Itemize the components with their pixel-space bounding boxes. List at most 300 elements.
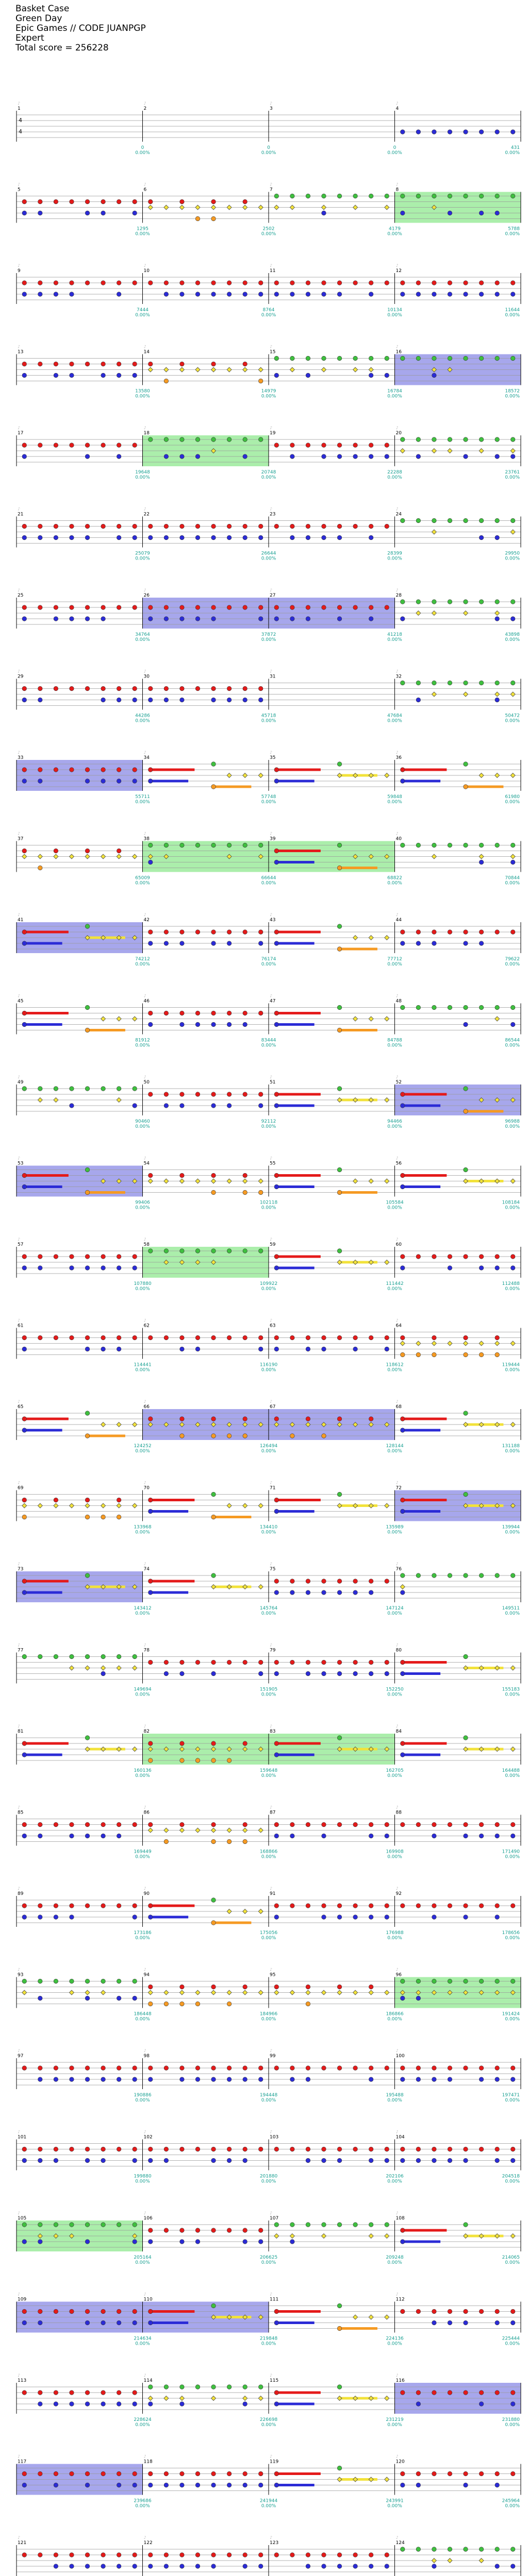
note-red (148, 281, 153, 285)
note-yellow (227, 1990, 232, 1995)
score-label: 25079 (135, 551, 150, 556)
note-green (495, 356, 500, 361)
note-blue (243, 2077, 248, 2082)
score-label: 186866 (386, 2011, 404, 2017)
note-red (164, 686, 169, 691)
score-label: 7444 (137, 308, 148, 313)
measure-number: 62 (143, 1323, 150, 1329)
note-red (70, 2309, 74, 2314)
note-green (510, 437, 515, 442)
note-red (322, 1822, 326, 1827)
note-red (195, 1660, 200, 1665)
note-green (448, 356, 452, 361)
measure-number: 97 (18, 2054, 24, 2059)
note-red (274, 930, 279, 935)
note-red (85, 1904, 90, 1908)
chart-row (16, 1968, 521, 2022)
note-blue (464, 454, 468, 459)
note-yellow (353, 2477, 358, 2482)
note-blue (337, 1915, 342, 1920)
score-label: 116190 (259, 1362, 278, 1368)
note-blue (369, 373, 373, 378)
section-marker: ♪ (270, 1642, 273, 1648)
note-blue (211, 941, 216, 946)
note-yellow (510, 1666, 515, 1670)
note-red (117, 605, 121, 610)
note-green (227, 1249, 232, 1253)
sustain-blue (24, 1185, 62, 1188)
percent-label: 0.00% (261, 1692, 276, 1698)
section-marker: ♪ (18, 669, 21, 674)
measure-number: 41 (18, 918, 24, 923)
section-marker: ♪ (143, 2292, 146, 2297)
percent-label: 0.00% (387, 2341, 402, 2347)
chart-row (16, 2130, 521, 2184)
note-green (495, 1979, 500, 1984)
note-green (464, 2547, 468, 2552)
sustain-blue (151, 1510, 188, 1513)
note-yellow (369, 1503, 373, 1508)
note-red (148, 2553, 153, 2557)
note-green (464, 681, 468, 685)
measure-number: 50 (143, 1080, 150, 1085)
note-red (322, 1904, 326, 1908)
percent-label: 0.00% (505, 556, 520, 562)
note-blue (195, 292, 200, 297)
note-green (322, 194, 326, 198)
note-yellow (369, 2396, 373, 2401)
note-red (337, 1985, 342, 1989)
note-blue (322, 2158, 326, 2163)
note-red (369, 605, 373, 610)
note-green (464, 1573, 468, 1578)
note-red (432, 1822, 437, 1827)
sustain-red (24, 1012, 69, 1014)
note-red (117, 1498, 121, 1502)
note-yellow (321, 367, 326, 372)
score-label: 124252 (134, 1444, 152, 1449)
note-blue (274, 2402, 279, 2406)
section-marker: ♪ (395, 1724, 399, 1728)
note-green (464, 1005, 468, 1010)
note-blue (85, 617, 90, 621)
note-blue (133, 2483, 137, 2487)
percent-label: 0.00% (387, 1530, 402, 1535)
section-marker: ♪ (143, 344, 146, 349)
note-blue (227, 535, 232, 540)
note-orange (306, 2002, 310, 2006)
note-blue (211, 1104, 216, 1108)
note-green (510, 600, 515, 604)
note-red (85, 443, 90, 448)
measure-number: 23 (270, 512, 276, 517)
note-green (180, 437, 185, 442)
score-label: 23761 (505, 470, 520, 475)
note-red (195, 524, 200, 529)
note-orange (258, 1190, 263, 1195)
section-marker: ♪ (18, 588, 21, 592)
note-red (180, 2553, 185, 2557)
note-red (258, 2228, 263, 2233)
note-orange (464, 1352, 468, 1357)
note-red (70, 362, 74, 366)
note-red (243, 2471, 248, 2476)
note-yellow (479, 773, 484, 778)
note-red (85, 605, 90, 610)
note-red (432, 2147, 437, 2151)
note-red (22, 281, 27, 285)
note-blue (337, 2564, 342, 2569)
note-blue (369, 292, 373, 297)
note-blue (495, 535, 500, 540)
score-label: 201880 (259, 2174, 278, 2179)
note-yellow (510, 1341, 515, 1346)
note-yellow (227, 1179, 232, 1183)
measure-number: 112 (395, 2297, 405, 2302)
note-red (54, 2309, 58, 2314)
note-orange (416, 1352, 421, 1357)
note-green (22, 1979, 27, 1984)
note-blue (400, 617, 405, 621)
score-label: 111442 (386, 1281, 404, 1286)
note-red (117, 2391, 121, 2395)
note-yellow (495, 611, 500, 616)
note-red (22, 2553, 27, 2557)
note-green (510, 843, 515, 848)
note-red (180, 1417, 185, 1421)
note-red (416, 1904, 421, 1908)
note-yellow (510, 1747, 515, 1752)
note-blue (448, 2158, 452, 2163)
section-marker: ♪ (143, 2373, 146, 2378)
note-green (101, 1087, 106, 1091)
note-blue (243, 292, 248, 297)
note-red (70, 686, 74, 691)
note-blue (101, 1266, 106, 1270)
note-orange (227, 1839, 232, 1844)
section-marker: ♪ (18, 1480, 21, 1485)
note-red (495, 281, 500, 285)
note-red (400, 2309, 405, 2314)
measure-number: 25 (18, 593, 24, 598)
note-blue (148, 2483, 153, 2487)
measure-number: 93 (18, 1972, 24, 1978)
note-red (416, 2147, 421, 2151)
note-green (495, 681, 500, 685)
note-green (479, 1005, 484, 1010)
note-green (70, 2223, 74, 2227)
note-orange (211, 1839, 216, 1844)
note-blue (369, 1834, 373, 1838)
note-red (274, 1011, 279, 1015)
measure-number: 48 (395, 998, 402, 1004)
note-yellow (179, 367, 184, 372)
note-blue (22, 373, 27, 378)
note-blue (495, 2320, 500, 2325)
note-blue (495, 1266, 500, 1270)
note-blue (195, 1022, 200, 1027)
percent-label: 0.00% (135, 1043, 150, 1048)
note-blue (211, 2158, 216, 2163)
note-blue (400, 292, 405, 297)
note-yellow (306, 1990, 310, 1995)
note-blue (510, 617, 515, 621)
section-marker: ♪ (18, 1237, 21, 1242)
note-blue (101, 1834, 106, 1838)
note-yellow (133, 1422, 137, 1427)
note-blue (385, 2158, 389, 2163)
note-red (22, 1822, 27, 1827)
note-red (400, 281, 405, 285)
sustain-red (24, 1580, 69, 1583)
note-red (369, 1579, 373, 1584)
sustain-red (403, 769, 447, 771)
note-red (211, 281, 216, 285)
section-marker: ♪ (18, 2129, 21, 2134)
percent-label: 0.00% (135, 1611, 150, 1616)
note-green (432, 1979, 437, 1984)
note-red (211, 1985, 216, 1989)
note-red (353, 1579, 358, 1584)
note-blue (101, 1347, 106, 1351)
note-blue (274, 1753, 279, 1757)
measure-number: 9 (18, 268, 21, 274)
note-blue (369, 454, 373, 459)
note-blue (195, 454, 200, 459)
note-red (243, 1741, 248, 1746)
note-red (464, 2471, 468, 2476)
note-blue (148, 1915, 153, 1920)
note-blue (322, 292, 326, 297)
section-marker: ♪ (395, 2048, 399, 2053)
note-red (369, 1335, 373, 1340)
note-blue (133, 373, 137, 378)
section-marker: ♪ (143, 1237, 146, 1242)
note-blue (22, 292, 27, 297)
measure-number: 74 (143, 1567, 150, 1572)
note-red (85, 686, 90, 691)
note-red (274, 1579, 279, 1584)
score-label: 102118 (259, 1200, 278, 1206)
note-blue (227, 292, 232, 297)
note-red (448, 1822, 452, 1827)
note-blue (416, 698, 421, 702)
section-marker: ♪ (395, 1156, 399, 1161)
note-blue (164, 535, 169, 540)
score-label: 245964 (502, 2498, 520, 2504)
note-blue (495, 698, 500, 702)
score-label: 34764 (135, 632, 150, 637)
note-red (211, 2553, 216, 2557)
score-label: 152250 (386, 1687, 404, 1692)
note-green (479, 437, 484, 442)
percent-label: 0.00% (261, 231, 276, 237)
note-blue (101, 617, 106, 621)
measure-number: 46 (143, 998, 150, 1004)
note-blue (322, 211, 326, 215)
note-green (337, 356, 342, 361)
measure-number: 6 (143, 187, 147, 193)
measure-number: 118 (143, 2459, 153, 2465)
note-yellow (385, 936, 389, 940)
note-green (448, 843, 452, 848)
note-blue (148, 2077, 153, 2082)
measure-number: 73 (18, 1567, 24, 1572)
note-blue (243, 2402, 248, 2406)
section-marker: ♪ (395, 2292, 399, 2297)
note-red (70, 199, 74, 204)
note-blue (70, 292, 74, 297)
note-red (243, 1660, 248, 1665)
note-yellow (69, 854, 74, 859)
note-red (258, 1335, 263, 1340)
score-label: 134410 (259, 1524, 278, 1530)
chart-row (16, 101, 521, 156)
note-red (38, 1335, 43, 1340)
note-red (101, 199, 106, 204)
note-blue (70, 373, 74, 378)
note-red (54, 443, 58, 448)
note-blue (353, 1671, 358, 1676)
measure-number: 28 (395, 593, 402, 598)
note-yellow (258, 2396, 263, 2401)
note-blue (464, 1834, 468, 1838)
note-red (148, 2066, 153, 2071)
note-red (400, 2391, 405, 2395)
note-red (211, 2066, 216, 2071)
note-red (180, 1173, 185, 1178)
note-green (164, 1249, 169, 1253)
note-blue (164, 454, 169, 459)
note-yellow (164, 205, 169, 210)
measure-number: 106 (143, 2216, 153, 2221)
section-marker: ♪ (395, 182, 399, 187)
note-orange (211, 216, 216, 221)
percent-label: 0.00% (505, 1205, 520, 1211)
note-yellow (179, 2396, 184, 2401)
measure-number: 22 (143, 512, 150, 517)
percent-label: 0.00% (135, 231, 150, 237)
score-label: 133968 (134, 1524, 152, 1530)
note-blue (148, 617, 153, 621)
note-blue (101, 211, 106, 215)
section-marker: ♪ (18, 2211, 21, 2215)
note-red (290, 2553, 295, 2557)
note-red (369, 1904, 373, 1908)
note-red (243, 281, 248, 285)
note-red (22, 1498, 27, 1502)
measure-number: 61 (18, 1323, 24, 1329)
note-blue (101, 2158, 106, 2163)
note-blue (464, 1022, 468, 1027)
chart-row (16, 182, 521, 237)
note-green (337, 1492, 342, 1497)
note-green (448, 1005, 452, 1010)
note-blue (70, 2402, 74, 2406)
note-yellow (274, 2234, 279, 2239)
score-label: 164488 (502, 1768, 520, 1773)
note-red (337, 281, 342, 285)
note-blue (164, 2158, 169, 2163)
score-label: 45718 (261, 713, 276, 719)
note-red (117, 2147, 121, 2151)
note-red (448, 930, 452, 935)
note-green (448, 2547, 452, 2552)
note-green (180, 1249, 185, 1253)
note-green (510, 1005, 515, 1010)
chart-row (16, 588, 521, 642)
note-blue (369, 1590, 373, 1595)
percent-label: 0.00% (505, 962, 520, 967)
note-blue (400, 211, 405, 215)
measure-number: 76 (395, 1567, 402, 1572)
note-orange (227, 1434, 232, 1438)
percent-label: 0.00% (261, 1205, 276, 1211)
note-blue (148, 2320, 153, 2325)
measure-number: 44 (395, 918, 402, 923)
note-yellow (227, 1585, 232, 1589)
note-blue (54, 2077, 58, 2082)
note-red (258, 2471, 263, 2476)
sustain-red (276, 931, 321, 934)
note-red (274, 2147, 279, 2151)
note-red (164, 524, 169, 529)
note-green (306, 356, 310, 361)
note-red (101, 2471, 106, 2476)
note-blue (306, 617, 310, 621)
note-orange (164, 2002, 169, 2006)
note-red (117, 1335, 121, 1340)
chart-row (16, 1643, 521, 1698)
note-yellow (448, 449, 452, 453)
note-red (22, 1173, 27, 1178)
sustain-blue (276, 1754, 314, 1756)
note-red (148, 2309, 153, 2314)
note-red (322, 281, 326, 285)
note-red (495, 1904, 500, 1908)
note-yellow (69, 1666, 74, 1670)
percent-label: 0.00% (261, 475, 276, 480)
note-blue (448, 1266, 452, 1270)
note-blue (290, 2240, 295, 2244)
note-blue (133, 2077, 137, 2082)
section-marker: ♪ (18, 2048, 21, 2053)
section-marker: ♪ (143, 1562, 146, 1566)
note-orange (85, 1434, 90, 1438)
score-label: 37872 (261, 632, 276, 637)
score-label: 191424 (502, 2011, 520, 2017)
note-blue (38, 1834, 43, 1838)
note-yellow (337, 773, 342, 778)
note-red (211, 1741, 216, 1746)
note-blue (22, 2320, 27, 2325)
section-marker: ♪ (270, 1562, 273, 1566)
note-yellow (464, 1179, 468, 1183)
note-green (54, 1979, 58, 1984)
section-marker: ♪ (18, 263, 21, 268)
note-red (180, 1011, 185, 1015)
note-green (369, 2223, 373, 2227)
note-blue (70, 617, 74, 621)
note-yellow (464, 1747, 468, 1752)
section-marker: ♪ (143, 1399, 146, 1404)
measure-number: 101 (18, 2134, 27, 2140)
note-blue (133, 779, 137, 784)
score-label: 8764 (262, 308, 275, 313)
note-blue (70, 1266, 74, 1270)
note-blue (416, 1996, 421, 2001)
percent-label: 0.00% (261, 880, 276, 886)
